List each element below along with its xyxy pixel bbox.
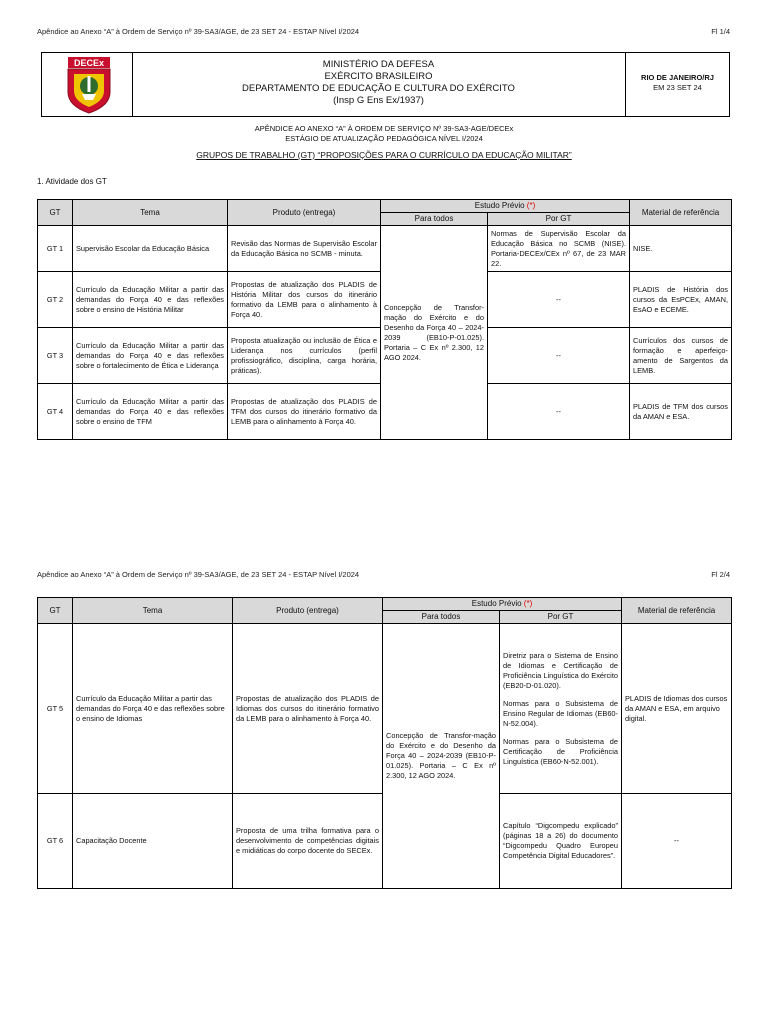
col-material: Material de referência — [630, 200, 732, 226]
por-gt-cell: -- — [488, 384, 630, 440]
por-gt-cell: Capítulo “Digcompedu explicado” (páginas 18 a 26) do documento “Digcompedu Quadro Europeu Competência Digital Educadores”. — [500, 794, 622, 889]
gt-id: GT 2 — [38, 272, 73, 328]
gt-table-2 — [37, 597, 732, 889]
gt-table-1 — [37, 199, 732, 440]
col-estudo: Estudo Prévio (*) — [383, 598, 622, 611]
gt-id: GT 1 — [38, 226, 73, 272]
date: EM 23 SET 24 — [653, 83, 702, 92]
col-por-gt: Por GT — [500, 611, 622, 624]
page-header-text: Apêndice ao Anexo “A” à Ordem de Serviço nº 39-SA3/AGE, de 23 SET 24 - ESTAP Nível I/2024 — [37, 570, 360, 579]
department-line: DEPARTAMENTO DE EDUCAÇÃO E CULTURA DO EXÉRCITO — [242, 83, 515, 94]
subheading-line-1: APÊNDICE AO ANEXO “A” À ORDEM DE SERVIÇO Nº 39-SA3-AGE/DECEx — [254, 124, 514, 133]
col-para-todos: Para todos — [381, 213, 488, 226]
tema-cell: Supervisão Escolar da Educação Básica — [73, 226, 228, 272]
material-cell: PLADIS de TFM dos cursos da AMAN e ESA. — [630, 384, 732, 440]
col-material: Material de referência — [622, 598, 732, 624]
page-folio: Fl 2/4 — [711, 570, 730, 579]
produto-cell: Proposta atualização ou inclusão de Ética e Liderança nos currículos (perfil profissiográfico, disciplina, carga horária, práticas). — [228, 328, 381, 384]
col-produto: Produto (entrega) — [233, 598, 383, 624]
material-cell: Currículos dos cursos de formação e aperfeiço-amento de Sargentos da LEMB. — [630, 328, 732, 384]
tema-cell: Capacitação Docente — [73, 794, 233, 889]
tema-cell: Currículo da Educação Militar a partir das demandas do Força 40 e das reflexões sobre o ensino de Idiomas — [73, 624, 233, 794]
gt-id: GT 4 — [38, 384, 73, 440]
produto-cell: Revisão das Normas de Supervisão Escolar da Educação Básica no SCMB - minuta. — [228, 226, 381, 272]
page-header — [37, 27, 730, 36]
col-estudo: Estudo Prévio (*) — [381, 200, 630, 213]
material-cell: NISE. — [630, 226, 732, 272]
inspection-line: (Insp G Ens Ex/1937) — [333, 95, 424, 106]
col-tema: Tema — [73, 200, 228, 226]
letterhead-text — [132, 59, 625, 107]
gt-id: GT 6 — [38, 794, 73, 889]
para-todos-cell: Concepção de Transfor-mação do Exército e do Desenho da Força 40 – 2024-2039 (EB10-P-01.025). Portaria – C Ex nº 2.300, 12 AGO 2024. — [381, 226, 488, 440]
produto-cell: Propostas de atualização dos PLADIS de História Militar dos cursos do itinerário formativo da LEMB para o alinhamento à Força 40. — [228, 272, 381, 328]
col-gt: GT — [38, 200, 73, 226]
tema-cell: Currículo da Educação Militar a partir das demandas do Força 40 e das reflexões sobre o fortalecimento de Ética e Liderança — [73, 328, 228, 384]
place: RIO DE JANEIRO/RJ — [641, 73, 714, 82]
gt-id: GT 5 — [38, 624, 73, 794]
col-tema: Tema — [73, 598, 233, 624]
para-todos-cell: Concepção de Transfor-mação do Exército e do Desenho da Força 40 – 2024-2039 (EB10-P-01.025). Portaria – C Ex nº 2.300, 12 AGO 2024. — [383, 624, 500, 889]
material-cell: -- — [622, 794, 732, 889]
table-row — [38, 226, 732, 272]
por-gt-ref-1: Diretriz para o Sistema de Ensino de Idiomas e Certificação de Proficiência Linguística do Exército (EB20-D-01.020). — [503, 650, 618, 690]
produto-cell: Propostas de atualização dos PLADIS de TFM dos cursos do itinerário formativo da LEMB para o alinhamento à Força 40. — [228, 384, 381, 440]
tema-cell: Currículo da Educação Militar a partir das demandas do Força 40 e das reflexões sobre o ensino de TFM — [73, 384, 228, 440]
col-gt: GT — [38, 598, 73, 624]
logo-text: DECEx — [73, 58, 105, 68]
section-heading: 1. Atividade dos GT — [37, 177, 107, 186]
page-header-text: Apêndice ao Anexo “A” à Ordem de Serviço nº 39-SA3/AGE, de 23 SET 24 - ESTAP Nível I/2024 — [37, 27, 360, 36]
ministry-line: MINISTÉRIO DA DEFESA — [322, 59, 435, 70]
produto-cell: Proposta de uma trilha formativa para o desenvolvimento de competências digitais e midiáticas do corpo docente do SECEx. — [233, 794, 383, 889]
produto-cell: Propostas de atualização dos PLADIS de Idiomas dos cursos do itinerário formativo da LEMB para o alinhamento à Força 40. — [233, 624, 383, 794]
por-gt-cell — [500, 624, 622, 794]
por-gt-cell: -- — [488, 328, 630, 384]
decex-logo — [64, 56, 114, 114]
por-gt-cell: -- — [488, 272, 630, 328]
material-cell: PLADIS de História dos cursos da EsPCEx, AMAN, EsAO e ECEME. — [630, 272, 732, 328]
col-por-gt: Por GT — [488, 213, 630, 226]
por-gt-ref-2: Normas para o Subsistema de Ensino Regular de Idiomas (EB60-N-52.004). — [503, 698, 618, 728]
tema-cell: Currículo da Educação Militar a partir das demandas do Força 40 e das reflexões sobre o ensino de História Militar — [73, 272, 228, 328]
por-gt-cell: Normas de Supervisão Escolar da Educação Básica no SCMB (NISE). Portaria-DECEx/CEx nº 67, de 23 MAR 22. — [488, 226, 630, 272]
letterhead — [41, 52, 730, 117]
subheading — [0, 124, 768, 144]
col-produto: Produto (entrega) — [228, 200, 381, 226]
subheading-line-2: ESTÁGIO DE ATUALIZAÇÃO PEDAGÓGICA NÍVEL I/2024 — [285, 134, 483, 143]
col-para-todos: Para todos — [383, 611, 500, 624]
gt-id: GT 3 — [38, 328, 73, 384]
army-line: EXÉRCITO BRASILEIRO — [324, 71, 433, 82]
document-title: GRUPOS DE TRABALHO (GT) “PROPOSIÇÕES PARA O CURRÍCULO DA EDUCAÇÃO MILITAR” — [196, 150, 572, 160]
por-gt-ref-3: Normas para o Subsistema de Certificação de Proficiência Linguística (EB60-N-52.001). — [503, 736, 618, 766]
place-date — [625, 73, 730, 93]
table-row — [38, 624, 732, 794]
page-folio: Fl 1/4 — [711, 27, 730, 36]
material-cell: PLADIS de Idiomas dos cursos da AMAN e ESA, em arquivo digital. — [622, 624, 732, 794]
page-header — [37, 570, 730, 579]
